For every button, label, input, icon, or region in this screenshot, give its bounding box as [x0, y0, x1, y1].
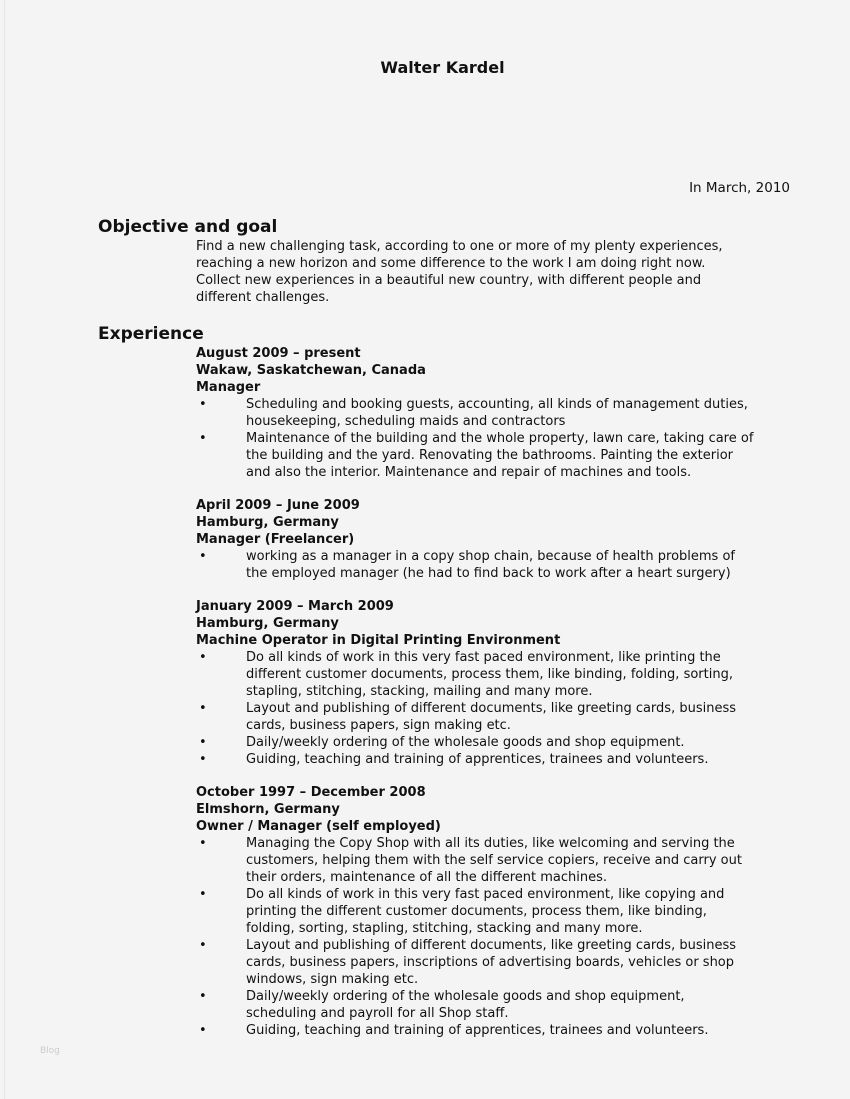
bullet-icon: • [199, 989, 207, 1004]
watermark: Blog [40, 1046, 60, 1056]
bullet-line: printing the different customer documents, process them, like binding, [246, 904, 707, 919]
bullet-item [196, 396, 753, 430]
bullet-line: housekeeping, scheduling maids and contractors [246, 414, 566, 429]
bullet-item [196, 430, 753, 481]
bullet-icon: • [199, 650, 207, 665]
job-period: October 1997 – December 2008 [196, 785, 426, 800]
bullet-line: Do all kinds of work in this very fast paced environment, like copying and [246, 887, 725, 902]
job-place: Hamburg, Germany [196, 515, 339, 530]
applicant-name: Walter Kardel [380, 58, 505, 77]
bullet-icon: • [199, 735, 207, 750]
objective-heading: Objective and goal [98, 217, 278, 237]
bullet-icon: • [199, 938, 207, 953]
job-period: August 2009 – present [196, 346, 361, 361]
bullet-line: working as a manager in a copy shop chain, because of health problems of [246, 549, 735, 564]
bullet-icon: • [199, 397, 207, 412]
bullet-line: Scheduling and booking guests, accounting, all kinds of management duties, [246, 397, 748, 412]
job-entry [196, 497, 753, 582]
bullet-line: windows, sign making etc. [246, 972, 419, 987]
bullet-item [196, 835, 753, 886]
job-place: Elmshorn, Germany [196, 802, 340, 817]
bullet-line: and also the interior. Maintenance and repair of machines and tools. [246, 465, 692, 480]
job-entry [196, 598, 753, 768]
bullet-item [196, 734, 753, 751]
bullet-icon: • [199, 836, 207, 851]
bullet-item [196, 700, 753, 734]
bullet-line: Guiding, teaching and training of apprentices, trainees and volunteers. [246, 1023, 709, 1038]
objective-line: Collect new experiences in a beautiful new country, with different people and [196, 273, 702, 288]
page-edge [4, 0, 5, 1099]
bullet-icon: • [199, 549, 207, 564]
objective-line: reaching a new horizon and some difference to the work I am doing right now. [196, 256, 706, 271]
job-period: January 2009 – March 2009 [196, 599, 394, 614]
job-role: Manager [196, 380, 261, 395]
experience-heading: Experience [98, 324, 204, 344]
bullet-icon: • [199, 1023, 207, 1038]
bullet-line: Daily/weekly ordering of the wholesale goods and shop equipment, [246, 989, 685, 1004]
bullet-line: Maintenance of the building and the whole property, lawn care, taking care of [246, 431, 754, 446]
bullet-line: scheduling and payroll for all Shop staff. [246, 1006, 509, 1021]
job-period: April 2009 – June 2009 [196, 498, 360, 513]
bullet-icon: • [199, 431, 207, 446]
bullet-line: cards, business papers, inscriptions of advertising boards, vehicles or shop [246, 955, 735, 970]
job-place: Hamburg, Germany [196, 616, 339, 631]
bullet-icon: • [199, 752, 207, 767]
bullet-line: Do all kinds of work in this very fast paced environment, like printing the [246, 650, 721, 665]
bullet-item [196, 1022, 753, 1039]
bullet-line: folding, sorting, stapling, stitching, stacking and many more. [246, 921, 643, 936]
bullet-line: Managing the Copy Shop with all its duties, like welcoming and serving the [246, 836, 735, 851]
bullet-item [196, 988, 753, 1022]
bullet-line: different customer documents, process them, like binding, folding, sorting, [246, 667, 733, 682]
bullet-item [196, 937, 753, 988]
job-role: Machine Operator in Digital Printing Environment [196, 633, 561, 648]
bullet-line: the employed manager (he had to find back to work after a heart surgery) [246, 566, 731, 581]
bullet-line: Daily/weekly ordering of the wholesale goods and shop equipment. [246, 735, 685, 750]
job-place: Wakaw, Saskatchewan, Canada [196, 363, 426, 378]
job-entry [196, 345, 753, 481]
job-role: Manager (Freelancer) [196, 532, 355, 547]
bullet-line: stapling, stitching, stacking, mailing and many more. [246, 684, 593, 699]
job-role: Owner / Manager (self employed) [196, 819, 441, 834]
bullet-item [196, 649, 753, 700]
bullet-line: Guiding, teaching and training of apprentices, trainees and volunteers. [246, 752, 709, 767]
bullet-item [196, 886, 753, 937]
bullet-icon: • [199, 887, 207, 902]
bullet-line: Layout and publishing of different documents, like greeting cards, business [246, 938, 737, 953]
objective-line: different challenges. [196, 290, 330, 305]
bullet-line: customers, helping them with the self service copiers, receive and carry out [246, 853, 742, 868]
bullet-item [196, 751, 753, 768]
bullet-line: their orders, maintenance of all the different machines. [246, 870, 607, 885]
bullet-line: Layout and publishing of different documents, like greeting cards, business [246, 701, 737, 716]
bullet-line: cards, business papers, sign making etc. [246, 718, 511, 733]
bullet-item [196, 548, 753, 582]
experience-list [196, 345, 753, 1039]
bullet-icon: • [199, 701, 207, 716]
bullet-line: the building and the yard. Renovating the bathrooms. Painting the exterior [246, 448, 734, 463]
document-date: In March, 2010 [689, 180, 790, 196]
job-entry [196, 784, 753, 1039]
objective-line: Find a new challenging task, according to one or more of my plenty experiences, [196, 239, 723, 254]
objective-text [196, 238, 723, 306]
